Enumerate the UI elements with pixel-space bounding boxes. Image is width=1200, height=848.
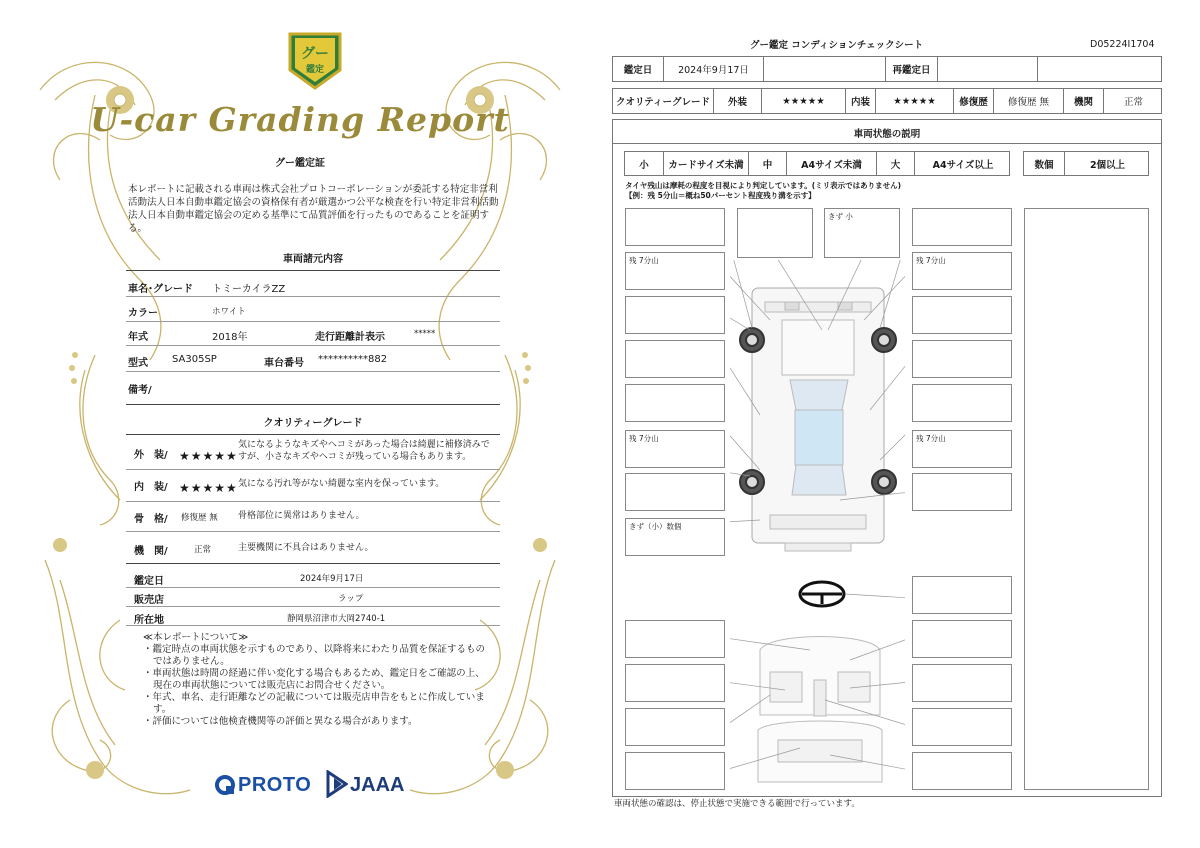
damage-box	[625, 664, 725, 702]
damage-box	[912, 576, 1012, 614]
tire-note-example: 【例：残 5分山＝概ね50パーセント程度残り溝を示す】	[625, 191, 816, 200]
jaaa-logo-icon	[326, 770, 348, 798]
model-code-value: SA305SP	[172, 354, 217, 365]
count-legend	[1023, 151, 1149, 176]
dealer-label: 販売店	[134, 595, 164, 606]
color-value: ホワイト	[212, 307, 246, 317]
engine-value: 正常	[194, 545, 212, 555]
inspection-date-value: 2024年9月17日	[300, 574, 364, 584]
damage-box	[625, 296, 725, 334]
car-name-label: 車名･グレード	[128, 284, 193, 295]
exterior-label: 外 装/	[134, 450, 168, 461]
tire-front-left-note: 残 7分山	[629, 256, 659, 265]
svg-text:鑑定: 鑑定	[305, 65, 325, 75]
report-title: U-car Grading Report	[90, 100, 510, 139]
damage-box	[625, 340, 725, 378]
tire-note: タイヤ残山は摩耗の程度を目視により判定しています。(ミリ表示ではありません)	[625, 181, 902, 190]
color-label: カラー	[128, 308, 158, 319]
damage-box	[912, 708, 1012, 746]
odometer-label: 走行距離計表示	[315, 332, 385, 343]
frame-label: 骨 格/	[134, 514, 168, 525]
car-name-value: トミーカイラZZ	[212, 284, 286, 295]
tire-front-right-note: 残 7分山	[916, 256, 946, 265]
quality-grade-row	[612, 88, 1162, 114]
rear-scratch-note: きず（小）数個	[629, 522, 682, 531]
legend-medium: 中	[748, 152, 786, 175]
quality-grade-heading: クオリティーグレード	[263, 418, 363, 429]
legend-small: 小	[639, 159, 649, 171]
damage-box	[625, 208, 725, 246]
damage-box	[912, 252, 1012, 290]
blank-cell	[1037, 57, 1163, 81]
damage-box	[912, 752, 1012, 790]
interior-stars: ★★★★★	[875, 89, 953, 113]
blank-cell	[763, 57, 885, 81]
damage-box	[912, 296, 1012, 334]
notes-box	[1024, 208, 1149, 790]
damage-box	[737, 208, 813, 258]
note-item: ・車両状態は時間の経過に伴い変化する場合もあるため、鑑定日をご確認の上、現在の車両状態については販売店にお問合せください。	[143, 668, 485, 691]
proto-logo-icon	[214, 774, 236, 796]
vehicle-diagram	[730, 260, 905, 800]
address-value: 静岡県沼津市大岡2740-1	[287, 614, 386, 624]
chassis-number-label: 車台番号	[264, 358, 304, 369]
damage-box	[912, 664, 1012, 702]
repair-history-label: 修復歴	[953, 89, 993, 113]
jaaa-logo: JAAA	[350, 774, 405, 796]
engine-label: 機 関/	[134, 546, 168, 557]
legend-large-desc: A4サイズ以上	[914, 152, 1011, 175]
damage-size-legend	[624, 151, 1010, 176]
damage-box	[625, 384, 725, 422]
remarks-label: 備考/	[128, 385, 152, 396]
legend-count-desc: 2個以上	[1064, 152, 1150, 175]
inspection-date-value: 2024年9月17日	[663, 57, 763, 81]
dealer-value: ラップ	[338, 594, 364, 604]
model-code-label: 型式	[128, 358, 148, 369]
damage-box	[912, 384, 1012, 422]
engine-note: 主要機関に不具合はありません。	[238, 543, 374, 553]
interior-note: 気になる汚れ等がない綺麗な室内を保っています。	[238, 479, 445, 489]
damage-box	[912, 340, 1012, 378]
frame-value: 修復歴 無	[181, 513, 218, 523]
damage-box	[912, 208, 1012, 246]
quality-grade-label: クオリティーグレード	[615, 97, 711, 108]
chassis-number-value: **********882	[318, 354, 388, 365]
tire-rear-right-note: 残 7分山	[916, 434, 946, 443]
inspection-date-label: 鑑定日	[134, 576, 164, 587]
sheet-footer-note: 車両状態の確認は、停止状態で実施できる範囲で行っています。	[614, 799, 860, 809]
damage-box	[824, 208, 900, 258]
front-scratch-note: きず 小	[828, 212, 853, 221]
condition-heading: 車両状態の説明	[853, 129, 921, 140]
frame-note: 骨格部位に異常はありません。	[238, 511, 365, 521]
damage-box	[625, 752, 725, 790]
svg-text:グー: グー	[301, 46, 329, 62]
exterior-stars: ★★★★★	[179, 449, 238, 463]
damage-box	[625, 473, 725, 511]
note-item: ・年式、車名、走行距離などの記載については販売店申告をもとに作成しています。	[143, 692, 485, 715]
note-item: ・鑑定時点の車両状態を示すものであり、以降将来にわたり品質を保証するものではありません。	[143, 644, 486, 667]
specs-heading: 車両諸元内容	[283, 254, 343, 265]
goo-kantei-badge-icon	[285, 30, 345, 92]
damage-box	[625, 620, 725, 658]
damage-box	[625, 430, 725, 468]
proto-logo: PROTO	[238, 774, 312, 796]
damage-box	[625, 252, 725, 290]
odometer-value: *****	[414, 329, 436, 339]
engine-value: 正常	[1103, 89, 1163, 113]
legend-count: 数個	[1034, 159, 1054, 171]
tire-rear-left-note: 残 7分山	[629, 434, 659, 443]
certificate-intro: 本レポートに記載される車両は株式会社プロトコーポレーションが委託する特定非営利活動法人日本自動車鑑定協会の資格保有者が厳選かつ公平な検査を行い特定非営利活動法人日本自動車鑑定協会の定める基準にて品質評価を行ったものであることを証明する。	[128, 184, 499, 234]
address-label: 所在地	[134, 615, 164, 626]
damage-box	[625, 708, 725, 746]
engine-label: 機関	[1063, 89, 1103, 113]
legend-medium-desc: A4サイズ未満	[786, 152, 876, 175]
exterior-stars: ★★★★★	[761, 89, 845, 113]
interior-stars: ★★★★★	[179, 481, 238, 495]
repair-history-value: 修復歴 無	[993, 89, 1063, 113]
legend-large: 大	[876, 152, 914, 175]
interior-label: 内装	[845, 89, 875, 113]
report-notes	[143, 632, 493, 728]
damage-box	[625, 518, 725, 556]
reinspection-date-label: 再鑑定日	[885, 57, 937, 81]
year-value: 2018年	[212, 332, 248, 343]
inspection-date-label: 鑑定日	[623, 65, 653, 76]
notes-title: ≪本レポートについて≫	[143, 632, 249, 643]
reinspection-date-value	[937, 57, 1037, 81]
exterior-note: 気になるようなキズやヘコミがあった場合は綺麗に補修済みですが、小さなキズやヘコミが残っている場合もあります。	[238, 440, 490, 462]
condition-check-sheet	[600, 0, 1200, 848]
note-item: ・評価については他検査機関等の評価と異なる場合があります。	[143, 716, 418, 727]
exterior-label: 外装	[713, 89, 761, 113]
year-label: 年式	[128, 332, 148, 343]
sheet-title: グー鑑定 コンディションチェックシート	[750, 40, 924, 51]
legend-small-desc: カードサイズ未満	[663, 152, 748, 175]
damage-box	[912, 620, 1012, 658]
damage-box	[912, 473, 1012, 511]
certificate-subtitle: グー鑑定証	[275, 158, 325, 169]
document-id: D05224I1704	[1090, 39, 1155, 50]
damage-box	[912, 430, 1012, 468]
inspection-date-row	[612, 56, 1162, 82]
interior-label: 内 装/	[134, 482, 168, 493]
